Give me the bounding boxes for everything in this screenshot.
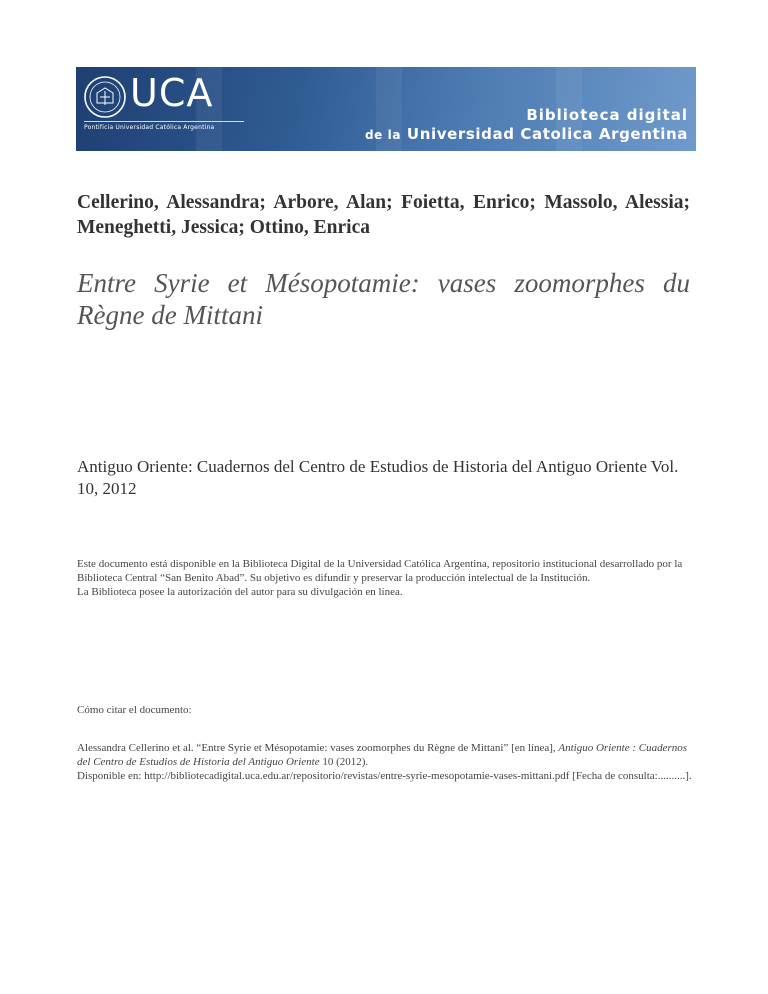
citation-text <box>77 741 692 769</box>
library-subtitle-main: Universidad Catolica Argentina <box>406 125 688 143</box>
library-subtitle <box>365 125 688 143</box>
citation-journal: Antiguo Oriente : Cuadernos del Centro de Estudios de Historia del Antiguo Oriente <box>77 742 688 768</box>
citation-label: Cómo citar el documento: <box>77 704 192 716</box>
library-subtitle-prefix: de la <box>364 128 402 142</box>
citation-text-start: Alessandra Cellerino et al. “Entre Syrie et Mésopotamie: vases zoomorphes du Règne de Mittani” [en línea], <box>77 742 556 754</box>
repository-notice <box>77 557 692 599</box>
document-title: Entre Syrie et Mésopotamie: vases zoomorphes du Règne de Mittani <box>77 268 690 330</box>
logo-text: UCA <box>130 71 214 115</box>
logo-divider <box>84 121 244 122</box>
citation-volume: 10 (2012). <box>322 756 369 768</box>
library-banner <box>76 67 696 151</box>
journal-reference: Antiguo Oriente: Cuadernos del Centro de Estudios de Historia del Antiguo Oriente Vol. 10, 2012 <box>77 457 679 498</box>
logo-subtitle: Pontificia Universidad Católica Argentina <box>84 124 215 131</box>
citation-block <box>77 741 692 783</box>
citation-url[interactable]: Disponible en: http://bibliotecadigital.uca.edu.ar/repositorio/revistas/entre-syrie-mesopotamie-vases-mittani.pdf [Fecha de consulta:..........]. <box>77 770 692 782</box>
document-authors: Cellerino, Alessandra; Arbore, Alan; Foietta, Enrico; Massolo, Alessia; Meneghetti, Jessica; Ottino, Enrica <box>77 192 690 238</box>
notice-paragraph: La Biblioteca posee la autorización del autor para su divulgación en línea. <box>77 586 403 598</box>
notice-paragraph: Este documento está disponible en la Biblioteca Digital de la Universidad Católica Argentina, repositorio institucional desarrollado por la Biblioteca Central “San Benito Abad”. Su objetivo es difundir y preservar la producción intelectual de la Institución. <box>77 558 683 584</box>
university-seal-icon <box>83 75 127 119</box>
library-title: Biblioteca digital <box>526 106 688 124</box>
